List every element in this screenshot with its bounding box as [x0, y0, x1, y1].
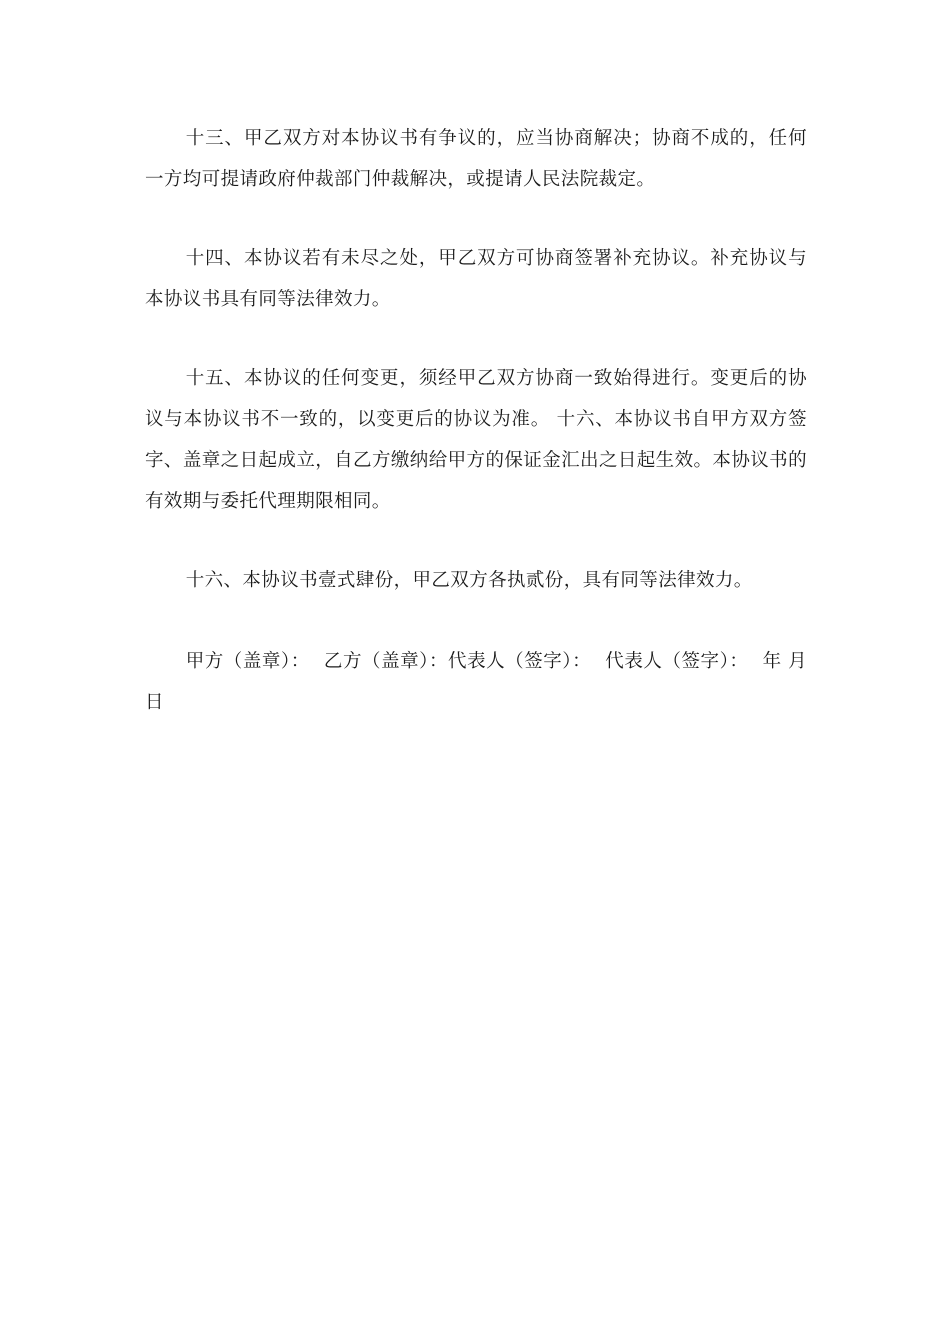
- party-a-seal-label: 甲方（盖章）：: [185, 651, 310, 672]
- clause-16-paragraph: 十六、本协议书壹式肆份，甲乙双方各执贰份，具有同等法律效力。: [185, 570, 753, 591]
- representative-signature-label: 代表人（签字）：: [605, 651, 749, 672]
- clause-15-paragraph: 十五、本协议的任何变更，须经甲乙双方协商一致始得进行。变更后的协议与本协议书不一致的，以变更后的协议为准。 十六、本协议书自甲方双方签字、盖章之日起成立，自乙方缴纳给甲方的保证金汇出之日起生效。本协议书的有效期与委托代理期限相同。: [145, 368, 807, 512]
- signature-line: [145, 641, 807, 723]
- date-label: 年 月 日: [145, 651, 807, 713]
- clause-14-paragraph: 十四、本协议若有未尽之处，甲乙双方可协商签署补充协议。补充协议与本协议书具有同等法律效力。: [145, 248, 807, 310]
- document-body: [145, 118, 807, 723]
- clause-13-paragraph: 十三、甲乙双方对本协议书有争议的，应当协商解决；协商不成的，任何一方均可提请政府仲裁部门仲裁解决，或提请人民法院裁定。: [145, 128, 807, 190]
- party-b-seal-label: 乙方（盖章）：代表人（签字）：: [323, 651, 592, 672]
